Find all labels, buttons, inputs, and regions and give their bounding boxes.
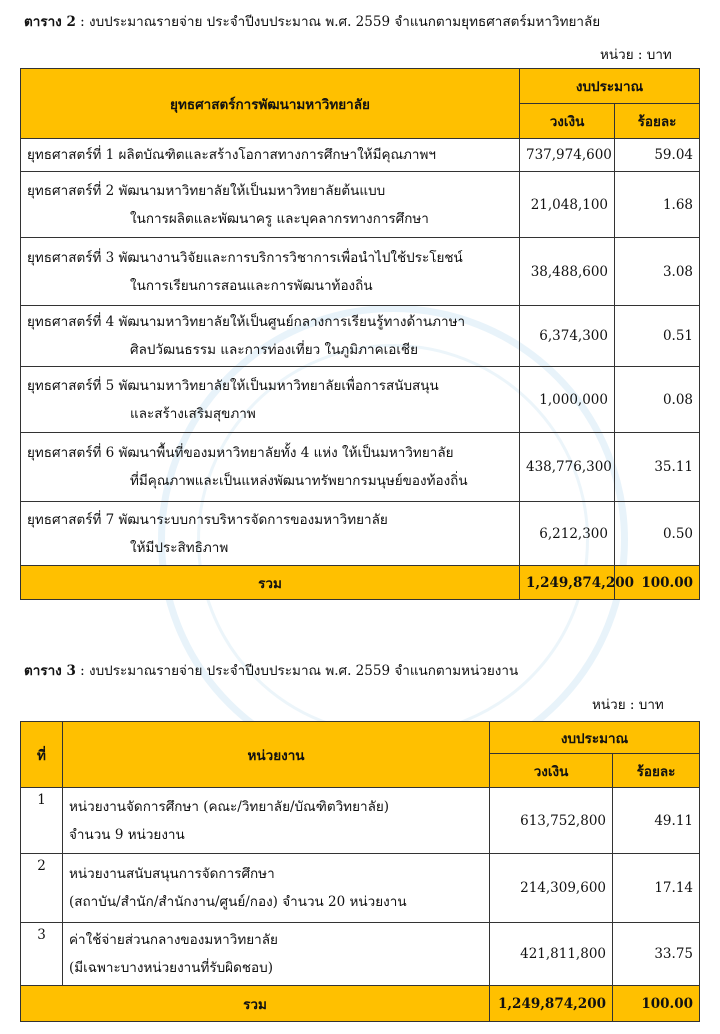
row-percent: 59.04 [615, 139, 700, 172]
table-row [21, 788, 700, 854]
row-amount: 38,488,600 [520, 238, 615, 306]
header-budget: งบประมาณ [520, 69, 700, 104]
row-text: ยุทธศาสตร์ที่ 3 พัฒนางานวิจัยและการบริการวิชาการเพื่อนำไปใช้ประโยชน์ [27, 249, 463, 266]
table-row [21, 923, 700, 986]
row-text: ยุทธศาสตร์ที่ 2 พัฒนามหาวิทยาลัยให้เป็นมหาวิทยาลัยต้นแบบ [27, 182, 386, 199]
row-no: 1 [21, 788, 63, 854]
row-text: ยุทธศาสตร์ที่ 4 พัฒนามหาวิทยาลัยให้เป็นศูนย์กลางการเรียนรู้ทางด้านภาษา [27, 314, 466, 330]
header-percent: ร้อยละ [615, 104, 700, 139]
total-label: รวม [21, 566, 520, 600]
row-text: หน่วยงานสนับสนุนการจัดการศึกษา [69, 866, 275, 882]
table2-caption-text: : งบประมาณรายจ่าย ประจำปีงบประมาณ พ.ศ. 2559 จำแนกตามยุทธศาสตร์มหาวิทยาลัย [75, 14, 601, 30]
total-label: รวม [21, 986, 490, 1022]
total-row [21, 566, 700, 600]
row-text-cont: ศิลปวัฒนธรรม และการท่องเที่ยว ในภูมิภาคเอเชีย [130, 342, 419, 358]
table-row [21, 502, 700, 566]
row-amount: 421,811,800 [490, 923, 613, 986]
table3-unit: หน่วย : บาท [592, 697, 664, 713]
table-row [21, 306, 700, 367]
strategy-budget-table [20, 68, 700, 600]
row-no: 3 [21, 923, 63, 986]
header-budget: งบประมาณ [490, 722, 700, 754]
row-text-cont: ในการผลิตและพัฒนาครู และบุคลากรทางการศึกษา [130, 210, 429, 227]
row-percent: 33.75 [613, 923, 700, 986]
table2-caption-label: ตาราง 2 [24, 14, 76, 30]
row-percent: 0.51 [615, 306, 700, 367]
table-row [21, 854, 700, 923]
table-row [21, 238, 700, 306]
header-no: ที่ [21, 722, 63, 788]
row-text-cont: (มีเฉพาะบางหน่วยงานที่รับผิดชอบ) [69, 960, 273, 976]
table-row [21, 139, 700, 172]
row-amount: 6,374,300 [520, 306, 615, 367]
row-amount: 737,974,600 [520, 139, 615, 172]
row-amount: 214,309,600 [490, 854, 613, 923]
header-strategy: ยุทธศาสตร์การพัฒนามหาวิทยาลัย [21, 69, 520, 139]
table3-caption [24, 659, 518, 681]
row-text-cont: ในการเรียนการสอนและการพัฒนาท้องถิ่น [130, 277, 373, 294]
row-text-cont: จำนวน 9 หน่วยงาน [69, 826, 185, 843]
row-text-cont: และสร้างเสริมสุขภาพ [130, 405, 256, 422]
row-text: หน่วยงานจัดการศึกษา (คณะ/วิทยาลัย/บัณฑิตวิทยาลัย) [69, 798, 390, 815]
row-text-cont: ที่มีคุณภาพและเป็นแหล่งพัฒนาทรัพยากรมนุษย์ของท้องถิ่น [130, 473, 468, 489]
row-no: 2 [21, 854, 63, 923]
row-amount: 613,752,800 [490, 788, 613, 854]
total-percent: 100.00 [613, 986, 700, 1022]
table3-caption-text: : งบประมาณรายจ่าย ประจำปีงบประมาณ พ.ศ. 2559 จำแนกตามหน่วยงาน [75, 663, 519, 679]
row-percent: 0.08 [615, 367, 700, 433]
total-amount: 1,249,874,200 [490, 986, 613, 1022]
total-row [21, 986, 700, 1022]
row-percent: 0.50 [615, 502, 700, 566]
header-unit-name: หน่วยงาน [63, 722, 490, 788]
header-amount: วงเงิน [490, 754, 613, 788]
total-amount: 1,249,874,200 [520, 566, 615, 600]
row-text: ยุทธศาสตร์ที่ 7 พัฒนาระบบการบริหารจัดการของมหาวิทยาลัย [27, 511, 388, 528]
header-amount: วงเงิน [520, 104, 615, 139]
header-percent: ร้อยละ [613, 754, 700, 788]
unit-budget-table [20, 721, 700, 1022]
table2-caption [24, 10, 600, 32]
row-text: ยุทธศาสตร์ที่ 1 ผลิตบัณฑิตและสร้างโอกาสทางการศึกษาให้มีคุณภาพฯ [27, 147, 436, 163]
row-percent: 1.68 [615, 172, 700, 238]
row-text: ค่าใช้จ่ายส่วนกลางของมหาวิทยาลัย [69, 932, 278, 948]
table-row [21, 172, 700, 238]
row-percent: 17.14 [613, 854, 700, 923]
row-amount: 1,000,000 [520, 367, 615, 433]
table3-caption-label: ตาราง 3 [24, 663, 76, 679]
table-row [21, 433, 700, 502]
table-row [21, 367, 700, 433]
row-percent: 35.11 [615, 433, 700, 502]
table2-unit: หน่วย : บาท [600, 47, 672, 63]
row-amount: 6,212,300 [520, 502, 615, 566]
row-text-cont: (สถาบัน/สำนัก/สำนักงาน/ศูนย์/กอง) จำนวน 20 หน่วยงาน [69, 894, 407, 910]
row-text: ยุทธศาสตร์ที่ 6 พัฒนาพื้นที่ของมหาวิทยาลัยทั้ง 4 แห่ง ให้เป็นมหาวิทยาลัย [27, 445, 454, 461]
row-amount: 21,048,100 [520, 172, 615, 238]
row-text-cont: ให้มีประสิทธิภาพ [130, 539, 229, 556]
total-percent: 100.00 [615, 566, 700, 600]
row-percent: 49.11 [613, 788, 700, 854]
row-amount: 438,776,300 [520, 433, 615, 502]
row-percent: 3.08 [615, 238, 700, 306]
row-text: ยุทธศาสตร์ที่ 5 พัฒนามหาวิทยาลัยให้เป็นมหาวิทยาลัยเพื่อการสนับสนุน [27, 377, 439, 394]
